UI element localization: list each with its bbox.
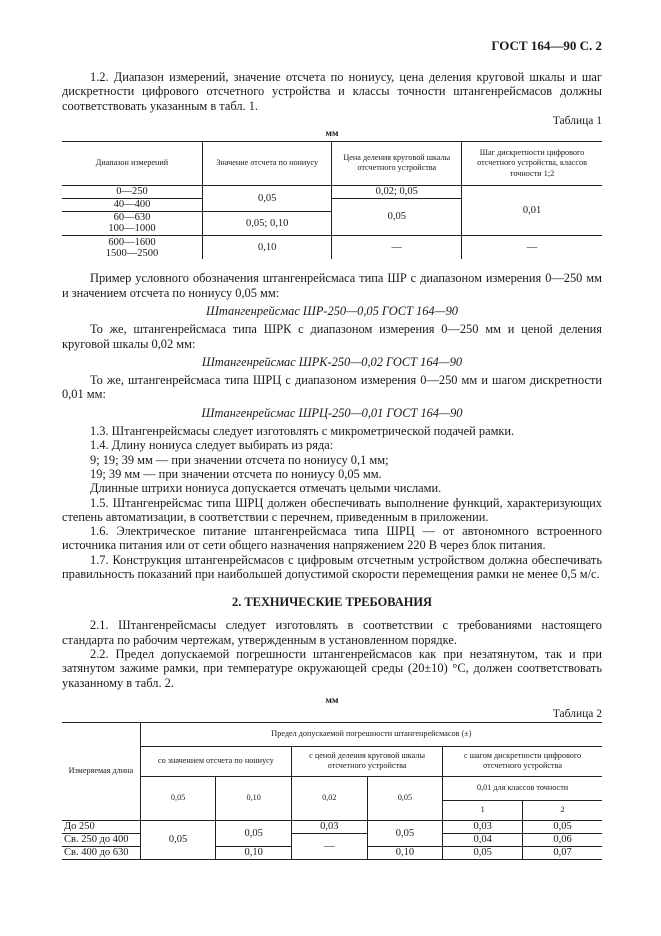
- table2-class2-value: 0,05: [523, 820, 602, 833]
- table2-row-label: До 250: [62, 820, 140, 833]
- table2-class1-value: 0,04: [443, 833, 523, 846]
- table1-dial: —: [332, 235, 462, 259]
- table1-header-range: Диапазон измерений: [62, 141, 202, 185]
- table1-range: 60—630: [113, 212, 151, 224]
- example-1-formula: Штангенрейсмас ШР-250—0,05 ГОСТ 164—90: [205, 303, 459, 318]
- table-2: [62, 722, 602, 860]
- table1-label: Таблица 1: [552, 114, 602, 127]
- paragraph-2-1: 2.1. Штангенрейсмасы следует изготовлять в соответствии с требованиями настоящего стандарта по рабочим чертежам, утвержденным в установленном порядке.: [62, 618, 602, 647]
- table2-vernier010: 0,05: [216, 820, 292, 846]
- table2-row-label: Св. 250 до 400: [62, 833, 140, 846]
- table2-dial005: 0,10: [367, 846, 443, 859]
- table2-header-d2: 0,05: [367, 776, 443, 820]
- table2-class2-value: 0,07: [523, 846, 602, 859]
- table2-header-class1: 1: [443, 800, 523, 820]
- example-3-text: То же, штангенрейсмаса типа ШРЦ с диапазоном измерения 0—250 мм и шагом дискретности 0,01 мм:: [62, 373, 602, 402]
- example-2-text: То же, штангенрейсмаса типа ШРК с диапазоном измерения 0—250 мм и ценой деления круговой шкалы 0,02 мм:: [62, 322, 602, 351]
- table2-header-v2: 0,10: [216, 776, 292, 820]
- page-header: ГОСТ 164—90 С. 2: [491, 38, 602, 53]
- paragraph-1-4: 1.4. Длину нониуса следует выбирать из ряда:: [90, 438, 334, 453]
- paragraph-1-4-c: Длинные штрихи нониуса допускается отмечать целыми числами.: [90, 481, 442, 496]
- table1-vernier: 0,10: [202, 235, 332, 259]
- table2-header-v1: 0,05: [140, 776, 216, 820]
- table1-vernier: 0,05: [202, 185, 332, 211]
- paragraph-1-4-b: 19; 39 мм — при значении отсчета по нониусу 0,05 мм.: [90, 466, 382, 481]
- paragraph-1-2: 1.2. Диапазон измерений, значение отсчета по нониусу, цена деления круговой шкалы и шаг дискретности цифрового отсчетного устройства и классы точности штангенрейсмасов должны соответствовать указанным в табл. 1.: [62, 70, 602, 113]
- table2-dial005: 0,05: [367, 820, 443, 846]
- table2-sub-digital: с шагом дискретности цифрового отсчетного устройства: [443, 746, 602, 776]
- table2-dial002: —: [291, 833, 367, 859]
- table1-units: мм: [325, 128, 339, 139]
- table2-dial002: 0,03: [291, 820, 367, 833]
- table2-row-label: Св. 400 до 630: [62, 846, 140, 859]
- table1-dial: 0,05: [332, 198, 462, 235]
- table1-header-digital: Шаг дискретности цифрового отсчетного устройства, классов точности 1;2: [462, 141, 602, 185]
- table2-header-class2: 2: [523, 800, 602, 820]
- table1-vernier: 0,05; 0,10: [202, 211, 332, 235]
- table1-range: 1500—2500: [105, 247, 159, 259]
- table2-label: Таблица 2: [552, 707, 602, 720]
- table2-class1-value: 0,05: [443, 846, 523, 859]
- table2-units: мм: [325, 695, 339, 706]
- table2-class2-value: 0,06: [523, 833, 602, 846]
- paragraph-2-2: 2.2. Предел допускаемой погрешности штангенрейсмасов как при незатянутом, так и при затянутом зажиме рамки, при температуре окружающей среды (20±10) °С, должен соответствовать указанному в табл. 2.: [62, 646, 602, 690]
- paragraph-1-6: 1.6. Электрическое питание штангенрейсмаса типа ШРЦ — от автономного встроенного источника питания или от сети общего назначения напряжением 220 В через блок питания.: [62, 524, 602, 553]
- example-3-formula: Штангенрейсмас ШРЦ-250—0,01 ГОСТ 164—90: [201, 405, 463, 420]
- paragraph-1-5: 1.5. Штангенрейсмас типа ШРЦ должен обеспечивать выполнение функций, характеризующих степень автоматизации, в соответствии с перечнем, приведенным в приложении.: [62, 495, 602, 524]
- table2-header-d1: 0,02: [291, 776, 367, 820]
- table1-dial: 0,02; 0,05: [332, 185, 462, 198]
- paragraph-1-4-a: 9; 19; 39 мм — при значении отсчета по нониусу 0,1 мм;: [90, 452, 389, 467]
- table2-header-classes: 0,01 для классов точности: [443, 776, 602, 800]
- table2-header-length: Измеряемая длина: [62, 722, 140, 820]
- table-1: [62, 141, 602, 260]
- table2-vernier010: 0,10: [216, 846, 292, 859]
- table1-range: 100—1000: [108, 223, 156, 235]
- table2-vernier005: 0,05: [140, 820, 216, 859]
- table1-digital: 0,01: [462, 185, 602, 235]
- document-page: [62, 38, 602, 860]
- example-2-formula: Штангенрейсмас ШРК-250—0,02 ГОСТ 164—90: [201, 354, 463, 369]
- table1-range: 600—1600: [108, 236, 156, 248]
- table1-range: 40—400: [62, 198, 202, 211]
- table1-range: 0—250: [62, 185, 202, 198]
- paragraph-1-7: 1.7. Конструкция штангенрейсмасов с цифровым отсчетным устройством должна обеспечивать правильность показаний при наибольшей допустимой скорости перемещения рамки не менее 0,5 м/с.: [62, 552, 602, 582]
- table1-range-pair: [62, 211, 202, 235]
- table1-header-dial: Цена деления круговой шкалы отсчетного устройства: [332, 141, 462, 185]
- table1-digital: —: [462, 235, 602, 259]
- section-2-title: 2. ТЕХНИЧЕСКИЕ ТРЕБОВАНИЯ: [232, 595, 432, 610]
- example-1-text: Пример условного обозначения штангенрейсмаса типа ШР с диапазоном измерения 0—250 мм и значением отсчета по нониусу 0,05 мм:: [62, 271, 602, 300]
- table2-sub-dial: с ценой деления круговой шкалы отсчетного устройства: [291, 746, 442, 776]
- paragraph-1-3: 1.3. Штангенрейсмасы следует изготовлять с микрометрической подачей рамки.: [90, 424, 515, 439]
- table1-range-pair: [62, 235, 202, 259]
- table2-group-header: Предел допускаемой погрешности штангенрейсмасов (±): [140, 722, 602, 746]
- table2-sub-vernier: со значением отсчета по нониусу: [140, 746, 291, 776]
- table1-header-vernier: Значение отсчета по нониусу: [202, 141, 332, 185]
- table2-class1-value: 0,03: [443, 820, 523, 833]
